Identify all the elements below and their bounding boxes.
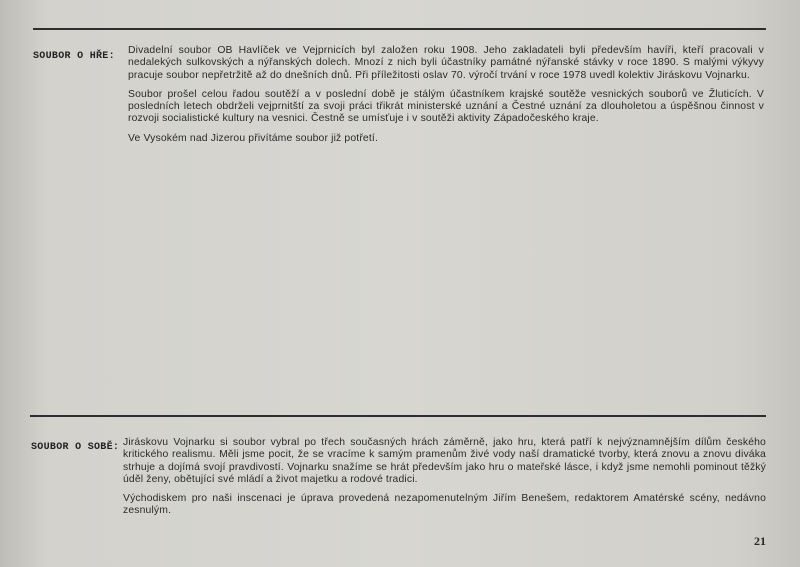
section-label-about-self: SOUBOR O SOBĚ:	[31, 442, 120, 453]
about-play-text	[128, 45, 764, 152]
section-label-about-play: SOUBOR O HŘE:	[33, 51, 115, 62]
middle-divider	[30, 415, 766, 417]
about-self-paragraph-2: Východiskem pro naši inscenaci je úprava provedená nezapomenutelným Jiřím Benešem, redaktorem Amatérské scény, nedávno zesnulým.	[123, 493, 766, 517]
about-self-text	[123, 437, 766, 525]
about-play-paragraph-3: Ve Vysokém nad Jizerou přivítáme soubor již potřetí.	[128, 132, 378, 144]
top-divider	[33, 28, 766, 30]
about-play-paragraph-1: Divadelní soubor OB Havlíček ve Vejprnicích byl založen roku 1908. Jeho zakladateli byli především havíři, kteří pracovali v nedalekých sulkovských a nýřanských dolech. Mnozí z nich byli účastníky památné nýřanské stávky v roce 1890. S malými výkyvy pracuje soubor nepřetržitě až do dnešních dnů. Při příležitosti oslav 70. výročí trvání v roce 1978 uvedl kolektiv Jiráskovu Vojnarku.	[128, 45, 764, 81]
about-play-paragraph-2: Soubor prošel celou řadou soutěží a v poslední době je stálým účastníkem krajské soutěže vesnických souborů ve Žluticích. V posledních letech obdrželi vejprnitští za svoji práci třikrát ministerské uznání a Čestné uznání za dlouholetou a úspěšnou činnost v rozvoji socialistické kultury na vesnici. Čestně se umísťuje i v soutěži aktivity Západočeského kraje.	[128, 88, 764, 125]
about-self-paragraph-1: Jiráskovu Vojnarku si soubor vybral po třech současných hrách záměrně, jako hru, která patří k nejvýznamnějším dílům českého kritického realismu. Měli jsme pocit, že se vracíme k samým pramenům živé vody naší dramatické tvorby, která znovu a znovu diváka strhuje a dojímá svojí pravdivostí. Vojnarku snažíme se hrát především jako hru o mateřské lásce, i když jsme nemohli pominout těžký úděl ženy, obětující své mládí a život majetku a rodové tradici.	[123, 437, 766, 485]
page-number: 21	[754, 534, 766, 548]
